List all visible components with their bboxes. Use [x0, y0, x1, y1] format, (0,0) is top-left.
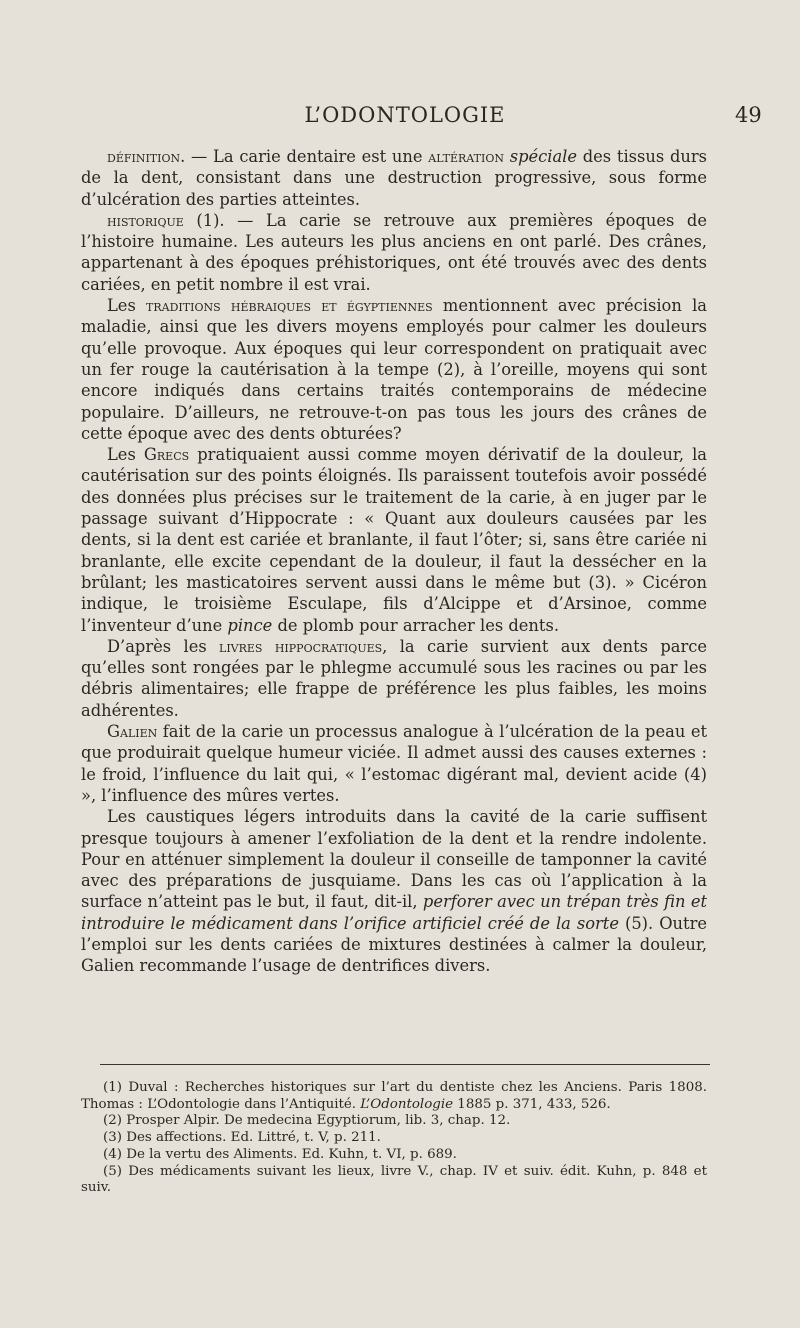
paragraph — [81, 636, 707, 721]
text-run: des tissus durs de la dent, consistant dans une destruction progressive, sous forme d’ulcération des parties atteintes. — [81, 147, 707, 209]
small-caps-term: historique — [107, 210, 184, 230]
text-run: de plomb pour arracher les dents. — [272, 615, 559, 635]
footnote — [81, 1113, 707, 1130]
small-caps-term: altération — [428, 147, 504, 166]
italic-text: pince — [227, 615, 273, 635]
paragraph — [81, 146, 707, 210]
footnote — [81, 1080, 707, 1113]
text-run: Les caustiques légers introduits dans la cavité de la carie suffisent presque toujours à amener l’exfoliation de la dent et la rendre indolente. Pour en atténuer simplement la douleur il conseille de tamponner la cavité avec des préparations de jusquiame. Dans les cas où l’application à la surface n’atteint pas le but, il faut, dit-il, — [81, 807, 707, 912]
text-run: , la carie survient aux dents parce qu’elles sont rongées par le phlegme accumulé sous les racines ou par les débris alimentaires; elle frappe de préférence les plus faibles, les moins adhérentes. — [81, 636, 707, 720]
paragraph — [81, 210, 707, 295]
text-run: (1). — La carie se retrouve aux premières époques de l’histoire humaine. Les auteurs les plus anciens en ont parlé. Des crânes, appartenant à des époques préhistoriques, ont été trouvés avec des dents cariées, en petit nombre il est vrai. — [81, 210, 707, 294]
footnote-divider — [100, 1064, 710, 1065]
footnotes — [81, 1080, 707, 1197]
text-run: (2) Prosper Alpir. De medecina Egyptiorum, lib. 3, chap. 12. — [103, 1113, 511, 1129]
italic-text: spéciale — [509, 147, 578, 166]
running-head: L’ODONTOLOGIE — [304, 103, 506, 127]
small-caps-term: Galien — [107, 722, 158, 742]
text-run: D’après les — [107, 636, 220, 656]
paragraph — [81, 806, 707, 976]
text-run: Les — [107, 445, 144, 465]
paragraph — [81, 295, 707, 444]
small-caps-term: traditions hébraiques et égyptiennes — [146, 296, 433, 316]
text-run: Les — [107, 296, 147, 316]
italic-text: perforer avec un trépan très fin et introduire le médicament dans l’orifice artificiel créé de la sorte — [81, 892, 707, 933]
paragraph — [81, 721, 707, 806]
text-run: fait de la carie un processus analogue à l’ulcération de la peau et que produirait quelque humeur viciée. Il admet aussi des causes externes : le froid, l’influence du lait qui, « l’estomac digérant mal, devient acide (4) », l’influence des mûres vertes. — [81, 722, 707, 805]
small-caps-term: livres hippocratiques — [219, 636, 383, 656]
paragraph — [81, 444, 707, 636]
italic-text: L’Odontologie — [360, 1096, 454, 1112]
text-run: (1) Duval : Recherches historiques sur l’art du dentiste chez les Anciens. Paris 1808. Thomas : L’Odontologie dans l’Antiquité. — [81, 1080, 707, 1112]
text-run: (5). Outre l’emploi sur les dents cariées de mixtures destinées à calmer la douleur, Galien recommande l’usage de dentrifices divers. — [81, 913, 707, 976]
text-run: . — La carie dentaire est une — [180, 147, 429, 166]
text-run: (4) De la vertu des Aliments. Ed. Kuhn, t. VI, p. 689. — [103, 1146, 457, 1162]
footnote — [81, 1130, 707, 1147]
text-run: pratiquaient aussi comme moyen dérivatif de la douleur, la cautérisation sur des points éloignés. Ils paraissent toutefois avoir possédé des données plus précises sur le traitement de la carie, à en juger par le passage suivant d’Hippocrate : « Quant aux douleurs causées par les dents, si la dent est cariée et branlante, il faut l’ôter; si, sans être cariée ni branlante, elle excite cependant de la douleur, il faut la dessécher en la brûlant; les masticatoires servent aussi dans le même but (3). » Cicéron indique, le troisième Esculape, fils d’Alcippe et d’Arsinoe, comme l’inventeur d’une — [81, 445, 707, 635]
text-run: (3) Des affections. Ed. Littré, t. V, p. 211. — [103, 1130, 381, 1146]
text-run: mentionnent avec précision la maladie, ainsi que les divers moyens employés pour calmer les douleurs qu’elle provoque. Aux époques qui leur correspondent on pratiquait avec un fer rouge la cautérisation à la tempe (2), à l’oreille, moyens qui sont encore indiqués dans certains traités contemporains de médecine populaire. D’ailleurs, ne retrouve-t-on pas tous les jours des crânes de cette époque avec des dents obturées? — [81, 296, 707, 443]
footnote — [81, 1164, 707, 1197]
body-text — [81, 146, 707, 977]
footnote — [81, 1147, 707, 1164]
text-run: (5) Des médicaments suivant les lieux, livre V., chap. IV et suiv. édit. Kuhn, p. 848 et suiv. — [81, 1163, 707, 1196]
small-caps-term: définition — [107, 147, 181, 166]
page-number: 49 — [735, 103, 762, 127]
small-caps-term: Grecs — [143, 445, 190, 465]
text-run: 1885 p. 371, 433, 526. — [453, 1096, 611, 1112]
